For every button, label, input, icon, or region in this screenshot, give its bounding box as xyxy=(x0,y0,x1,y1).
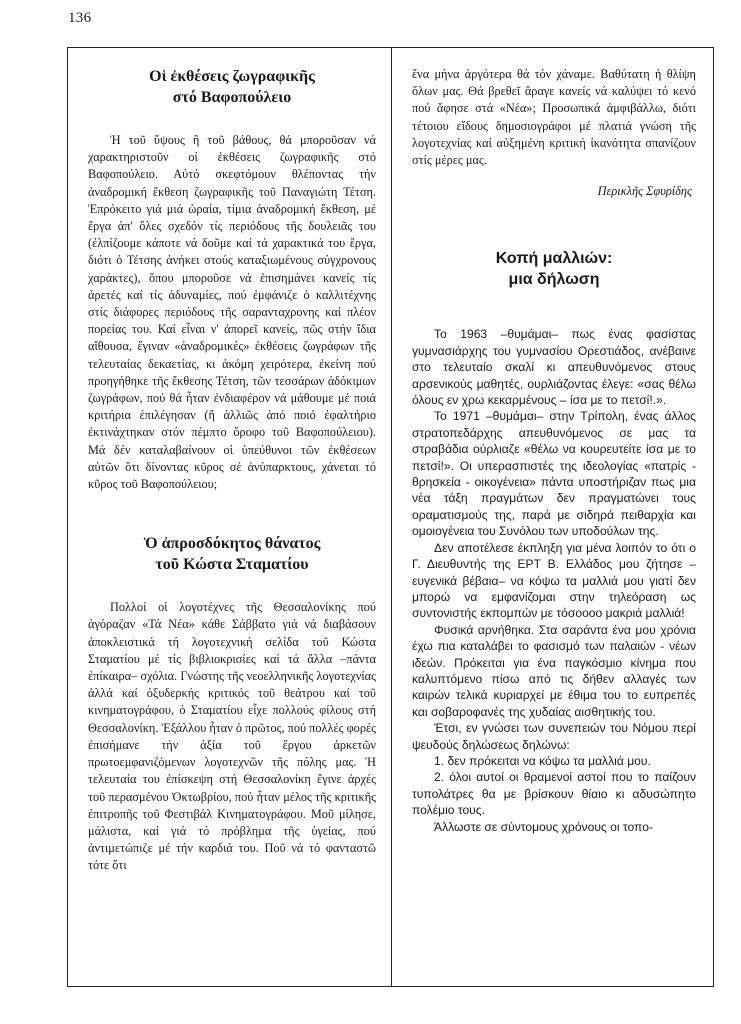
article-paragraph: Πολλοί οἱ λογοτέχνες τῆς Θεσσαλονίκης πού ἀγόραζαν «Τά Νέα» κάθε Σάββατο γιά νά διαβάσουν ἀποκλειστικά τή λογοτεχνική σελίδα τοῦ Κώστα Σταματίου μέ τίς βιβλιοκρισίες καί τά ἄλλα –πάντα ἐπίκαιρα– σχόλια. Γνώστης τῆς νεοελληνικῆς λογοτεχνίας ἀλλά καί ὀξυδερκής κριτικός τοῦ θεάτρου καί τοῦ κινηματογράφου, ὁ Σταματίου εἶχε πολλούς φίλους στή Θεσσαλονίκη. Ἐξάλλου ἦταν ὁ πρῶτος, πού πολλές φορές ἐπισήμανε τήν ἀξία τοῦ ἔργου ἀρκετῶν πρωτοεμφανιζόμενων λογοτεχνῶν τῆς πόλης μας. Ἡ τελευταία του ἐπίσκεψη στή Θεσσαλονίκη ἔγινε ἀρχές τοῦ περασμένου Ὀκτωβρίου, πού ἦταν μέλος τῆς κριτικῆς ἐπιτροπῆς τοῦ Φεστιβάλ Κινηματογράφου. Μοῦ μίλησε, μάλιστα, καί γιά τό πρόβλημα τῆς ὑγείας, πού ἀντιμετώπιζε μέ τήν καρδιά του. Ποῦ νά τό φανταστῶ τότε ὅτι xyxy=(88,600,376,873)
article-paragraph: Το 1963 –θυμάμαι– πως ένας φασίστας γυμνασιάρχης του γυμνασίου Ορεστιάδος, ανέβαινε στο τελευταίο σκαλί κι απευθυνόμενος στους αρσενικούς μαθητές, ουρλιάζοντας έλεγε: «σας θέλω όλους εν χρω κεκαρμένους – ίσα με το πετσί!.». xyxy=(412,327,696,408)
title-line: μια δήλωση xyxy=(508,271,600,289)
article-paragraph: Άλλωστε σε σύντομους χρόνους οι τοπο- xyxy=(434,819,653,834)
article-paragraph: Φυσικά αρνήθηκα. Στα σαράντα ένα μου χρόνια έχω πια καταλάβει το φασισμό των παλαιών - νέων ιδεών. Πρόκειται για ένα παγκόσμιο κίνημα που καλυπτόμενο πίσω από τις δήθεν αλλαγές των καιρών τελικά κυριαρχεί με έθιμα του το ευπρεπές και σοβαροφανές της χυδαίας αισθητικής του. xyxy=(412,622,696,719)
article-title-exhibitions xyxy=(88,66,376,108)
list-item: 1. δεν πρόκειται να κόψω τα μαλλιά μου. xyxy=(434,753,651,768)
article-title-stamatiou xyxy=(88,533,376,575)
article-title-haircut xyxy=(412,248,696,290)
title-line: στό Βαφοπούλειο xyxy=(172,89,292,106)
article-paragraph: Ἡ τοῦ ὕψους ἢ τοῦ βάθους, θά μποροῦσαν νά χαρακτηριστοῦν οἱ ἐκθέσεις ζωγραφικῆς στό Βαφοπούλειο. Αὐτό σκεφτόμουν θλέποντας τήν ἀναδρομική ἔκθεση ζωγραφικῆς τοῦ Παναγιώτη Τέτση. Ἐπρόκειτο γιά μιά ὡραία, τίμια ἀναδρομική ἔκθεση, μέ ἔργα ἀπ' ὅλες σχεδόν τίς περιόδους τῆς δουλειᾶς του (ἐλπίζουμε κάποτε νά δοῦμε καί τά χαρακτικά του ἔργα, διότι ὁ Τέτσης ἀνήκει στούς καταξιωμένους σύγχρονους χαράκτες), ὅπου μποροῦσε νά ἐπισημάνει κανείς τίς ἀρετές καί τίς ἀδυναμίες, πού ἐμφάνιζε ὁ καλλιτέχνης στίς διάφορες περιόδους τῆς σαρανταχρονης καί πλέον πορείας του. Καί εἶναι ν' ἀπορεῖ κανείς, πῶς στήν ἴδια αἴθουσα, ἔγιναν «ἀναδρομικές» ἐκθέσεις ζωγράφων τῆς τελευταίας δεκαετίας, κι ἀκόμη χειρότερα, ἐκείνη πού προηγήθηκε τῆς ἔκθεσης Τέτση, τῶν τεσσάρων ἀδόκιμων ζωγράφων, πού θά ἦταν ἐνδιαφέρον νά μάθουμε μέ ποιά κριτήρια ἐπιλέγησαν (ἤ ἀλλιῶς ἀπό ποιό ἐφαλτήριο ἐκτινάχτηκαν στόν πέμπτο ὄροφο τοῦ Βαφοπούλειου). Μά δέν καταλαβαίνουν οἱ ὑπεύθυνοι τῶν ἐκθέσεων αὐτῶν ὅτι δίνοντας κῦρος σέ ἀνύπαρκτους, χάνεται τό κῦρος τοῦ Βαφοπούλειου; xyxy=(88,133,376,492)
title-line: Ὁ ἀπροσδόκητος θάνατος xyxy=(143,535,321,553)
title-line: Κοπή μαλλιών: xyxy=(495,250,613,268)
title-line: Οἱ ἐκθέσεις ζωγραφικῆς xyxy=(149,68,315,85)
right-column xyxy=(412,66,696,835)
article-paragraph: Δεν αποτέλεσε έκπληξη για μένα λοιπόν το ότι ο Γ. Διευθυντής της ΕΡΤ Β. Ελλάδος μου ζήτησε –ευγενικά βέβαια– να κόψω τα μαλλιά μου γιατί δεν μπορώ να εμφανίζομαι στην τηλεόραση ως συντονιστής εκπομπών με τόσοοοο μακριά μαλλιά! xyxy=(412,540,696,621)
article-paragraph: Το 1971 –θυμάμαι– στην Τρίπολη, ένας άλλος στρατοπεδάρχης απευθυνόμενος σε μας τα στραβάδια ούρλιαζε «θέλω να κουρευτείτε ίσα με το πετσί!». Οι υπερασπιστές της ιδεολογίας «πατρίς - θρησκεία - οικογένεια» πάντα υποστήριζαν πως μια νέα τάξη πραγμάτων δεν πραγματώνει τους οραματισμούς της, παρά με σιδηρά πειθαρχία και ομοιογένεια του Συνόλου των υποδούλων της. xyxy=(412,409,696,539)
article-paragraph: Έτσι, εν γνώσει των συνεπειών του Νόμου περί ψευδούς δηλώσεως δηλώνω: xyxy=(412,721,696,752)
left-column xyxy=(88,66,376,875)
page-number: 136 xyxy=(68,10,92,26)
author-signature: Περικλῆς Σφυρίδης xyxy=(597,184,692,199)
list-item: 2. όλοι αυτοί οι θραμενοί αστοί που το παίζουν τυπολάτρες θα με βρίσκουν θίαιο κι αδυσώπητο πολέμιο τους. xyxy=(412,770,696,818)
column-divider xyxy=(391,47,392,987)
article-continuation: ἕνα μήνα ἀργότερα θά τόν χάναμε. Βαθύτατη ἡ θλίψη ὅλων μας. Θά βρεθεῖ ἄραγε κανείς νά καλύψει τό κενό πού ἄφησε στά «Νέα»; Προσωπικά ἀμφιβάλλω, διότι τέτοιου εἴδους δημοσιογράφοι μέ πλατιά γνώση τῆς λογοτεχνίας καί αὐξημένη κριτική ἱκανότητα σπανίζουν στίς μέρες μας. xyxy=(412,67,696,168)
title-line: τοῦ Κώστα Σταματίου xyxy=(155,556,309,574)
